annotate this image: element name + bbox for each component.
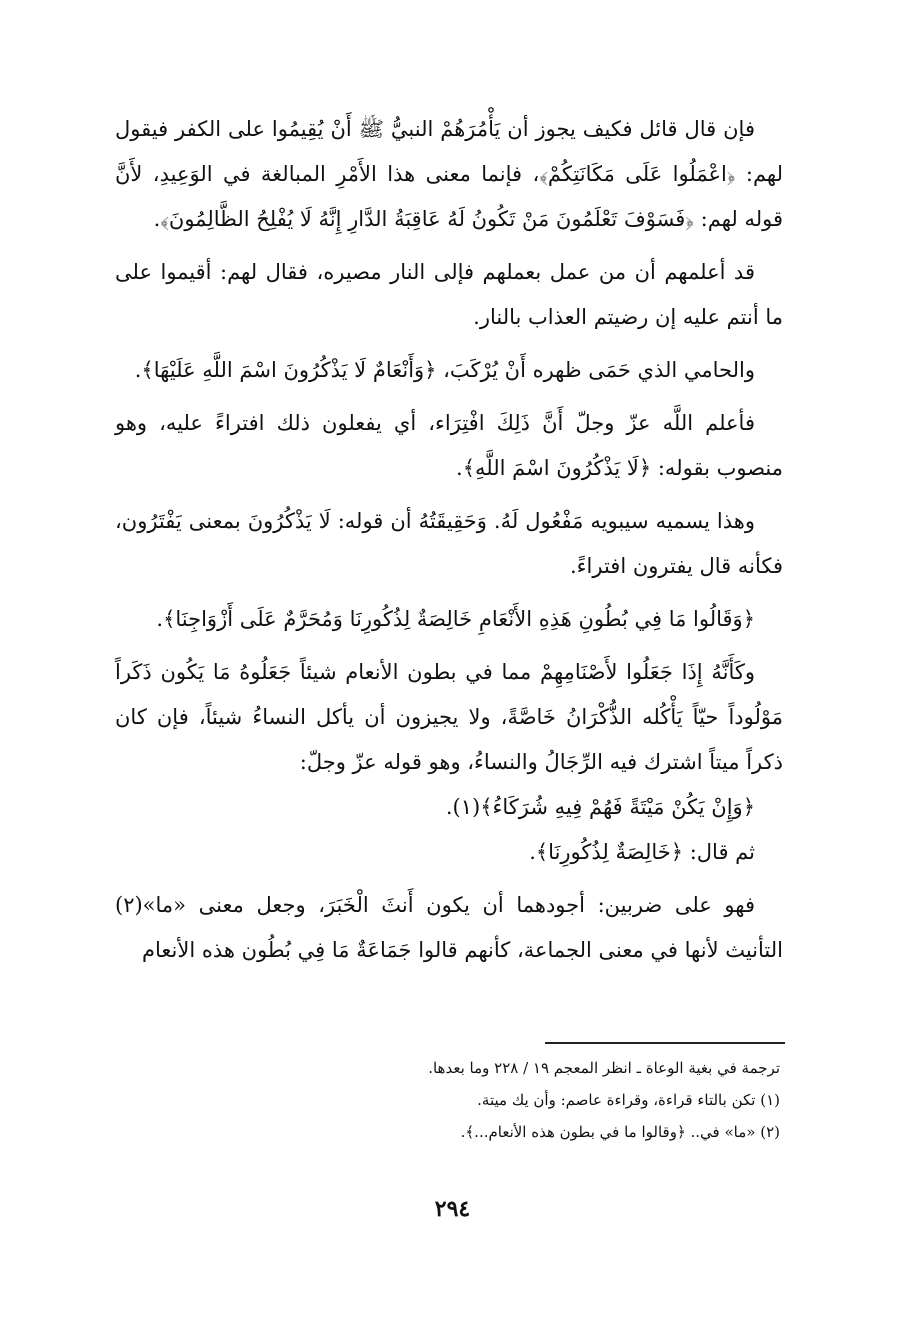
footnote: (٢) «ما» في.. ﴿وقالوا ما في بطون هذه الأنعام...﴾. [460,1123,780,1141]
footnote: ترجمة في بغية الوعاة ـ انظر المعجم ١٩ / ٢٢٨ وما بعدها. [428,1059,780,1077]
paragraph: والحامي الذي حَمَى ظهره أَنْ يُرْكَبَ، ﴿وَأَنْعَامٌ لَا يَذْكُرُونَ اسْمَ اللَّهِ عَلَيْهَا﴾. [134,358,755,382]
paragraph: وهذا يسميه سيبويه مَفْعُول لَهُ. وَحَقِيقَتُهُ أن قوله: لَا يَذْكُرُونَ بمعنى يَفْتَرُون، فكأنه قال يفترون افتراءً. [115,509,783,578]
paragraph: فإن قال قائل فكيف يجوز أن يَأْمُرَهُمْ النبيُّ ﷺ أَنْ يُقِيمُوا على الكفر فيقول لهم: ﴿اعْمَلُوا عَلَى مَكَانَتِكُمْ﴾، فإنما معنى هذا الأَمْرِ المبالغة في الوَعِيدِ، لأَنَّ قوله لهم: ﴿فَسَوْفَ تَعْلَمُونَ مَنْ تَكُونُ لَهُ عَاقِبَةُ الدَّارِ إِنَّهُ لَا يُفْلِحُ الظَّالِمُونَ﴾. [115,117,783,231]
paragraph: فهو على ضربين: أجودهما أن يكون أَنثَ الْخَبَرَ، وجعل معنى «ما»(٢) التأنيث لأنها في معنى الجماعة، كأنهم قالوا جَمَاعَةٌ مَا فِي بُطُون هذه الأنعام [115,893,783,962]
paragraph: قد أعلمهم أن من عمل بعملهم فإلى النار مصيره، فقال لهم: أقيموا على ما أنتم عليه إن رضيتم العذاب بالنار. [115,260,783,329]
footnotes-block [115,1052,780,1148]
paragraph: وكَأَنَّهُ إِذَا جَعَلُوا لأَصْنَامِهِمْ مما في بطون الأنعام شيئاً جَعَلُوهُ مَا يَكُون ذَكَراً مَوْلُوداً حيّاً يَأْكُله الذُّكْرَانُ خَاصَّةً، ولا يجيزون أن يأكل النساءُ شيئاً، فإن كان ذكراً ميتاً اشترك فيه الرِّجَالُ والنساءُ، وهو قوله عزّ وجلّ: [115,660,783,774]
quran-verse: ﴿وَإِنْ يَكُنْ مَيْتَةً فَهُمْ فِيهِ شُرَكَاءُ﴾(١). [445,795,755,819]
paragraph: ثم قال: ﴿خَالِصَةٌ لِذُكُورِنَا﴾. [529,840,755,864]
footnote: (١) تكن بالتاء قراءة، وقراءة عاصم: وأن يك ميتة. [477,1091,780,1109]
paragraph: فأعلم اللَّه عزّ وجلّ أَنَّ ذَلِكَ افْتِرَاء، أي يفعلون ذلك افتراءً عليه، وهو منصوب بقوله: ﴿لَا يَذْكُرُونَ اسْمَ اللَّهِ﴾. [115,411,783,480]
page-number: ٢٩٤ [434,1196,471,1222]
body-text-block [115,107,783,973]
footnote-divider [545,1042,785,1044]
quran-verse: ﴿وَقَالُوا مَا فِي بُطُونِ هَذِهِ الأَنْعَامِ خَالِصَةٌ لِذُكُورِنَا وَمُحَرَّمٌ عَلَى أَزْوَاجِنَا﴾. [156,607,755,631]
